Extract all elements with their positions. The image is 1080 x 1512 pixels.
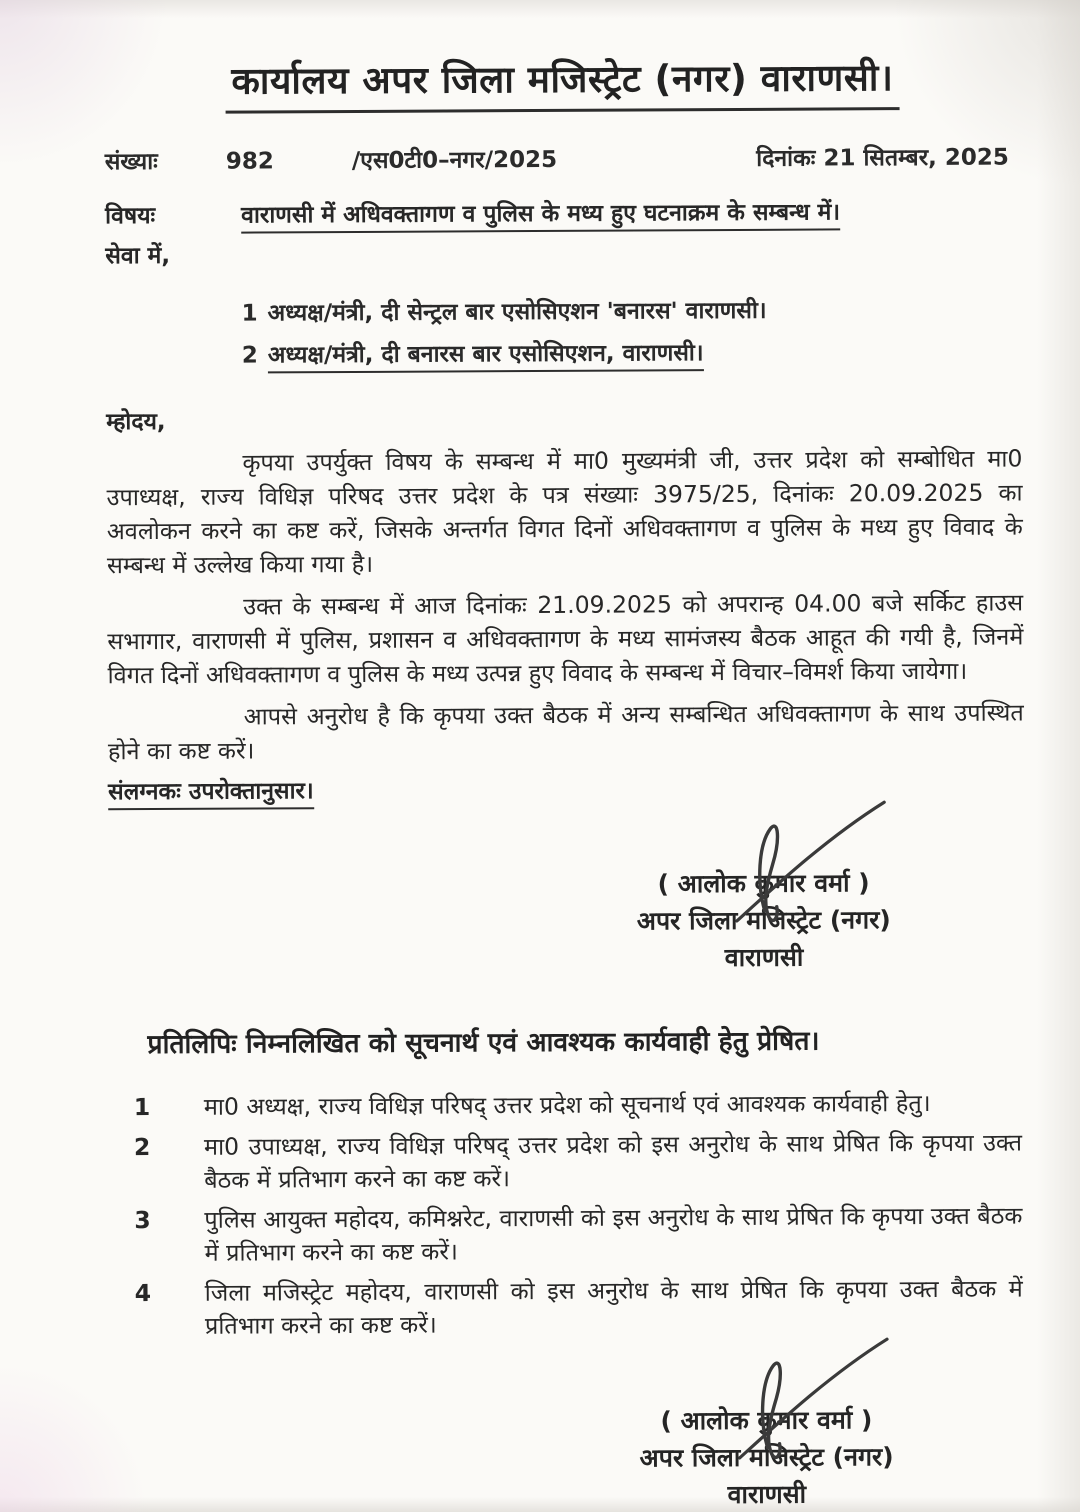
addressee-number: 1 [241,300,258,327]
addressee-item [242,333,1022,373]
copy-item-number: 1 [133,1093,151,1122]
addressee-number: 2 [241,342,258,369]
subject-row [105,193,1021,234]
copy-list [134,1086,1027,1343]
copy-item [135,1272,1027,1343]
copy-item-text: जिला मजिस्ट्रेट महोदय, वाराणसी को इस अनुरोध के साथ प्रेषित कि कृपया उक्त बैठक में प्रतिभाग करने का कष्ट करें। [204,1274,1023,1340]
signature-block-1 [569,864,960,977]
reference-row [105,139,1021,176]
signatory-name: ( आलोक कुमार वर्मा ) [657,868,870,899]
letter-date: दिनांकः 21 सितम्बर, 2025 [756,144,1009,172]
addressee-item [242,291,1022,327]
attachment-note: संलग्नकः उपरोक्तानुसार। [108,773,314,810]
signatory-designation: अपर जिला मजिस्ट्रेट (नगर) [639,1442,894,1473]
body-paragraph-1: कृपया उपर्युक्त विषय के सम्बन्ध में मा0 मुख्यमंत्री जी, उत्तर प्रदेश को सम्बोधित मा0 उपाध्यक्ष, राज्य विधिज्ञ परिषद उत्तर प्रदेश के पत्र संख्याः 3975/25, दिनांकः 20.09.2025 का अवलोकन करने का कष्ट करें, जिसके अन्तर्गत विगत दिनों अधिवक्तागण व पुलिस के मध्य हुए विवाद के सम्बन्ध में उल्लेख किया गया है। [106,444,1023,580]
subject-text: वाराणसी में अधिवक्तागण व पुलिस के मध्य हुए घटनाक्रम के सम्बन्ध में। [241,194,840,233]
body-paragraph-2: उक्त के सम्बन्ध में आज दिनांकः 21.09.2025 को अपरान्ह 04.00 बजे सर्किट हाउस सभागार, वाराणसी में पुलिस, प्रशासन व अधिवक्तागण के मध्य सामंजस्य बैठक आहूत की गयी है, जिनमें विगत दिनों अधिवक्तागण व पुलिस के मध्य उत्पन्न हुए विवाद के सम्बन्ध में विचार–विमर्श किया जायेगा। [107,588,1024,690]
office-title: कार्यालय अपर जिला मजिस्ट्रेट (नगर) वाराणसी। [225,50,899,114]
ref-number-label: संख्याः [104,149,158,176]
ref-number-value: 982 [225,148,274,175]
copy-item [134,1126,1026,1197]
copy-item-text: मा0 अध्यक्ष, राज्य विधिज्ञ परिषद् उत्तर प्रदेश को सूचनार्थ एवं आवश्यक कार्यवाही हेतु। [203,1088,931,1121]
signatory-place: वाराणसी [724,942,804,973]
subject-label: विषयः [105,203,156,230]
letterhead [104,49,1020,114]
signatory-designation: अपर जिला मजिस्ट्रेट (नगर) [636,905,891,936]
copy-heading: प्रतिलिपिः निम्नलिखित को सूचनार्थ एवं आवश्यक कार्यवाही हेतु प्रेषित। [147,1025,820,1061]
copy-item-text: पुलिस आयुक्त महोदय, कमिश्नरेट, वाराणसी को इस अनुरोध के साथ प्रेषित कि कृपया उक्त बैठक में प्रतिभाग करने का कष्ट करें। [204,1201,1023,1267]
signatory-name: ( आलोक कुमार वर्मा ) [660,1405,873,1436]
copy-item-number: 3 [134,1206,151,1235]
addressee-intro: सेवा में, [105,242,171,270]
salutation: म्होदय, [106,408,166,436]
body-paragraph-3: आपसे अनुरोध है कि कृपया उक्त बैठक में अन्य सम्बन्धित अधिवक्तागण के साथ उपस्थित होने का कष्ट करें। [107,698,1024,766]
addressee-list [242,291,1022,373]
copy-item-text: मा0 उपाध्यक्ष, राज्य विधिज्ञ परिषद् उत्तर प्रदेश को इस अनुरोध के साथ प्रेषित कि कृपया उक्त बैठक में प्रतिभाग करने का कष्ट करें। [203,1128,1023,1194]
copy-item-number: 2 [133,1133,151,1162]
copy-item [134,1199,1026,1270]
addressee-text: अध्यक्ष/मंत्री, दी सेन्ट्रल बार एसोसिएशन 'बनारस' वाराणसी। [267,297,767,327]
addressee-text: अध्यक्ष/मंत्री, दी बनारस बार एसोसिएशन, वाराणसी। [268,335,704,373]
signatory-place: वाराणसी [727,1479,807,1510]
ref-number-suffix: /एस0टी0–नगर/2025 [351,146,558,174]
copy-item-number: 4 [134,1279,152,1308]
signature-block-2 [571,1401,962,1512]
copy-item [134,1086,1026,1124]
